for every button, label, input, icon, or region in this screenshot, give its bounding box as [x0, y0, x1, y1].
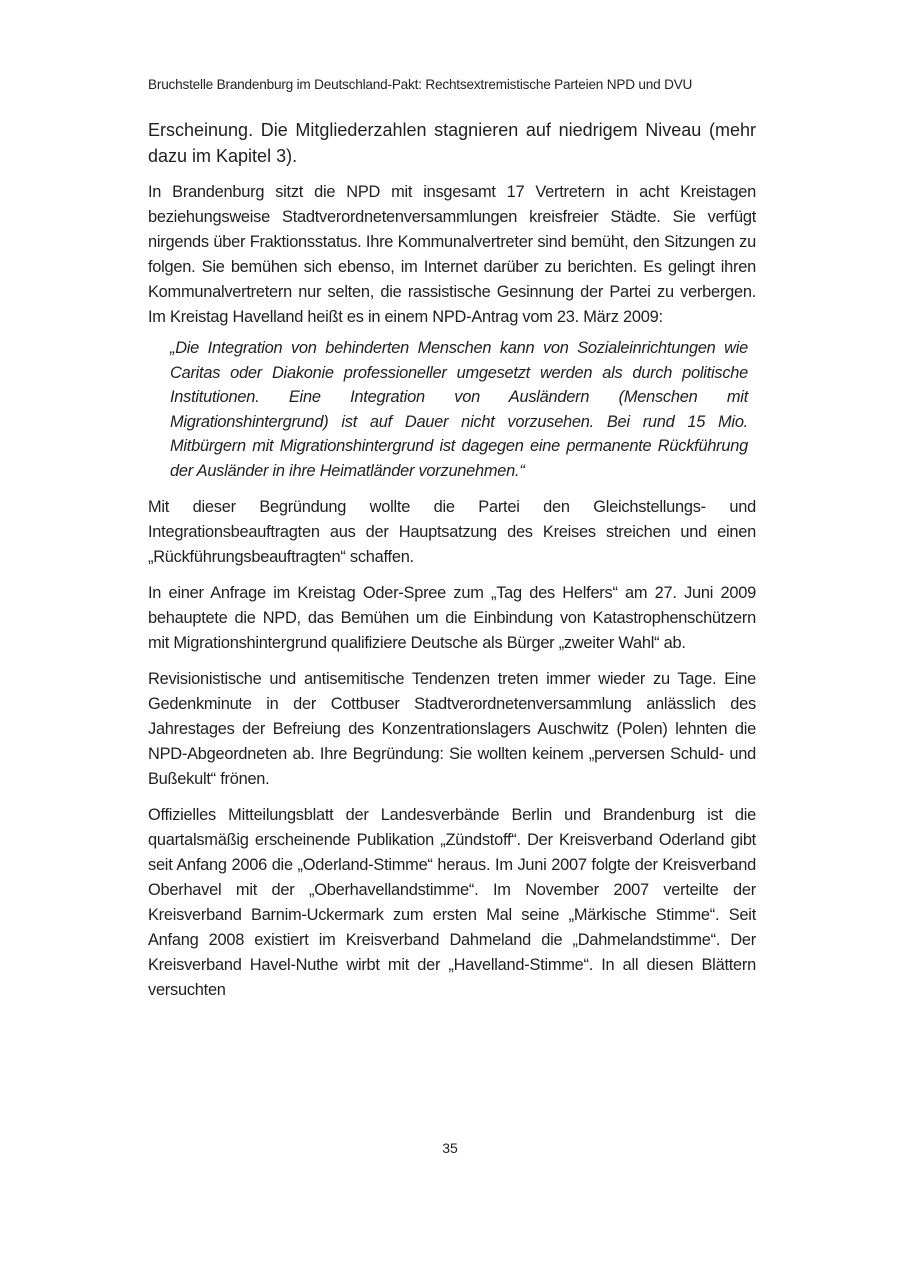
block-quote-npd-antrag: „Die Integration von behinderten Menschen kann von Sozialeinrichtungen wie Caritas oder Diakonie professioneller umgesetzt werden als durch politische Institutionen. Eine Integration von Ausländern (Menschen mit Migrationshintergrund) ist auf Dauer nicht vorzusehen. Bei rund 15 Mio. Mitbürgern mit Migrationshintergrund ist dagegen eine permanente Rückführung der Ausländer in ihre Heimatländer vorzunehmen.“ [170, 339, 748, 480]
paragraph-continuation: Erscheinung. Die Mitgliederzahlen stagnieren auf niedrigem Niveau (mehr dazu im Kapitel 3). [148, 120, 756, 166]
body-text [148, 117, 756, 1014]
paragraph-npd-kreistage: In Brandenburg sitzt die NPD mit insgesamt 17 Vertretern in acht Kreistagen beziehungsweise Stadtverordnetenversammlungen kreisfreier Städte. Sie verfügt nirgends über Fraktionsstatus. Ihre Kommunalvertreter sind bemüht, den Sitzungen zu folgen. Sie bemühen sich ebenso, im Internet darüber zu berichten. Es gelingt ihren Kommunalvertretern nur selten, die rassistische Gesinnung der Partei zu verbergen. Im Kreistag Havelland heißt es in einem NPD-Antrag vom 23. März 2009: [148, 183, 756, 326]
paragraph-oder-spree: In einer Anfrage im Kreistag Oder-Spree zum „Tag des Helfers“ am 27. Juni 2009 behauptete die NPD, das Bemühen um die Einbindung von Katastrophenschützern mit Migrationshintergrund qualifiziere Deutsche als Bürger „zweiter Wahl“ ab. [148, 584, 756, 652]
page-number: 35 [442, 1140, 458, 1156]
running-header: Bruchstelle Brandenburg im Deutschland-Pakt: Rechtsextremistische Parteien NPD und DVU [148, 77, 693, 92]
paragraph-begruendung: Mit dieser Begründung wollte die Partei den Gleichstellungs- und Integrationsbeauftragten aus der Hauptsatzung des Kreises streichen und einen „Rückführungsbeauftragten“ schaffen. [148, 498, 756, 566]
paragraph-revisionism: Revisionistische und antisemitische Tendenzen treten immer wieder zu Tage. Eine Gedenkminute in der Cottbuser Stadtverordnetenversammlung anlässlich des Jahrestages der Befreiung des Konzentrationslagers Auschwitz (Polen) lehnten die NPD-Abgeordneten ab. Ihre Begründung: Sie wollten keinem „perversen Schuld- und Bußekult“ frönen. [148, 670, 756, 788]
paragraph-publications: Offizielles Mitteilungsblatt der Landesverbände Berlin und Brandenburg ist die quartalsmäßig erscheinende Publikation „Zündstoff“. Der Kreisverband Oderland gibt seit Anfang 2006 die „Oderland-Stimme“ heraus. Im Juni 2007 folgte der Kreisverband Oberhavel mit der „Oberhavellandstimme“. Im November 2007 verteilte der Kreisverband Barnim-Uckermark zum ersten Mal seine „Märkische Stimme“. Seit Anfang 2008 existiert im Kreisverband Dahmeland die „Dahmelandstimme“. Der Kreisverband Havel-Nuthe wirbt mit der „Havelland-Stimme“. In all diesen Blättern versuchten [148, 806, 756, 999]
